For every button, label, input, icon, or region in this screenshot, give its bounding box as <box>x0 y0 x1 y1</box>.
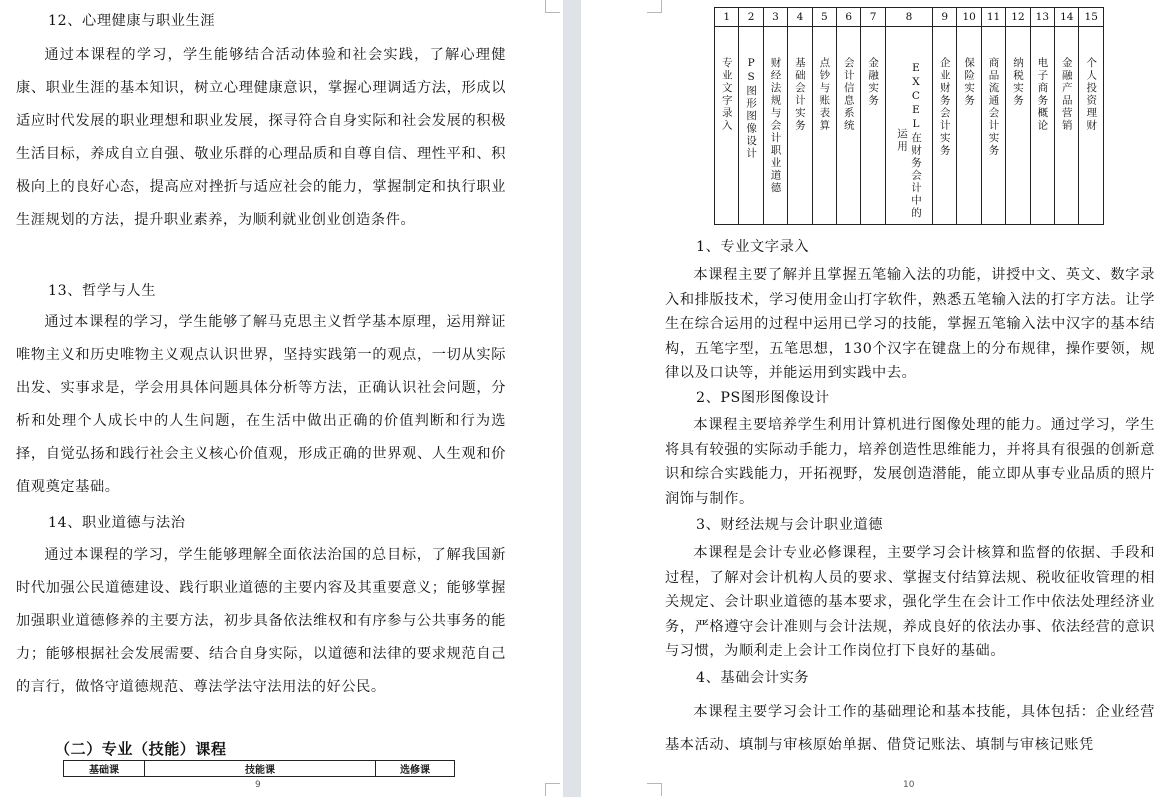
section-body-2: 本课程主要培养学生利用计算机进行图像处理的能力。通过学习，学生将具有较强的实际动手能力，培养创造性思维能力，并将具有很强的创新意识和综合实践能力，开拓视野，发展创造潜能，能立即从事专业品质的照片润饰与制作。 <box>665 417 1155 507</box>
crop-mark <box>647 783 662 796</box>
course-name-cell <box>739 27 763 225</box>
course-name: 会计信息系统 <box>842 57 855 132</box>
course-name: 电子商务概论 <box>1036 57 1049 132</box>
subsection-title: （二）专业（技能）课程 <box>55 740 227 758</box>
course-number-cell: 11 <box>981 8 1005 27</box>
course-name: 金融实务 <box>867 57 880 107</box>
course-number-cell: 2 <box>739 8 763 27</box>
course-name-cell <box>933 27 957 225</box>
course-number-cell: 9 <box>933 8 957 27</box>
crop-mark <box>545 0 560 13</box>
course-number-cell: 4 <box>788 8 812 27</box>
course-name-cell <box>812 27 836 225</box>
course-name: 个人投资理财 <box>1085 57 1098 132</box>
course-name-cell <box>981 27 1005 225</box>
course-table <box>714 7 1104 225</box>
course-number-cell: 14 <box>1055 8 1079 27</box>
course-number-cell: 3 <box>763 8 787 27</box>
course-name: 基础会计实务 <box>793 57 806 132</box>
course-name: 纳税实务 <box>1011 57 1024 107</box>
course-name: 点钞与账表算 <box>818 57 831 132</box>
course-name-cell <box>1055 27 1079 225</box>
course-name-cell <box>715 27 739 225</box>
course-name: 商品流通会计实务 <box>987 57 1000 157</box>
category-cell: 基础课 <box>64 761 145 777</box>
page-number: 10 <box>903 780 915 790</box>
page-number: 9 <box>255 780 261 790</box>
course-number-cell: 15 <box>1079 8 1104 27</box>
section-body-12: 通过本课程的学习，学生能够结合活动体验和社会实践，了解心理健康、职业生涯的基本知识，树立心理健康意识，掌握心理调适方法，形成以适应时代发展的职业理想和职业发展，探寻符合自身实际和社会发展的积极生活目标，养成自立自强、敬业乐群的心理品质和自尊自信、理性平和、积极向上的良好心态，提高应对挫折与适应社会的能力，掌握制定和执行职业生涯规划的方法，提升职业素养，为顺利就业创业创造条件。 <box>16 47 506 228</box>
course-name: 金融产品营销 <box>1060 57 1073 132</box>
course-number-cell: 12 <box>1006 8 1030 27</box>
course-number-cell: 5 <box>812 8 836 27</box>
category-cell: 技能课 <box>145 761 376 777</box>
course-name-cell <box>957 27 981 225</box>
course-name-cell <box>763 27 787 225</box>
category-cell: 选修课 <box>376 761 455 777</box>
course-number-cell: 6 <box>837 8 861 27</box>
crop-mark <box>545 783 560 796</box>
course-name: 财经法规与会计职业道德 <box>769 57 782 195</box>
course-number-cell: 13 <box>1030 8 1054 27</box>
document-page-9 <box>0 0 563 797</box>
section-body-13: 通过本课程的学习，学生能够了解马克思主义哲学基本原理，运用辩证唯物主义和历史唯物主义观点认识世界，坚持实践第一的观点，一切从实际出发、实事求是，学会用具体问题具体分析等方法，正确认识社会问题，分析和处理个人成长中的人生问题，在生活中做出正确的价值判断和行为选择，自觉弘扬和践行社会主义核心价值观，形成正确的世界观、人生观和价值观奠定基础。 <box>16 314 506 495</box>
course-name-cell <box>1006 27 1030 225</box>
course-name-cell <box>1030 27 1054 225</box>
course-name: EXCEL在财务会计中的运用 <box>895 61 922 220</box>
section-heading-14: 14、职业道德与法治 <box>48 515 186 531</box>
section-body-14: 通过本课程的学习，学生能够理解全面依法治国的总目标，了解我国新时代加强公民道德建设、践行职业道德的主要内容及其重要意义；能够掌握加强职业道德修养的主要方法，初步具备依法维权和有序参与公共事务的能力；能够根据社会发展需要、结合自身实际，以道德和法律的要求规范自己的言行，做恪守道德规范、尊法学法守法用法的好公民。 <box>16 547 506 695</box>
course-number-cell: 8 <box>885 8 932 27</box>
document-page-10 <box>581 0 1167 797</box>
course-name: 企业财务会计实务 <box>938 57 951 157</box>
section-heading-3: 3、财经法规与会计职业道德 <box>696 517 884 533</box>
section-body-3: 本课程是会计专业必修课程，主要学习会计核算和监督的依据、手段和过程，了解对会计机构人员的要求、掌握支付结算法规、税收征收管理的相关规定、会计职业道德的基本要求，强化学生在会计工作中依法处理经济业务，严格遵守会计准则与会计法规，养成良好的依法办事、依法经营的意识与习惯，为顺利走上会计工作岗位打下良好的基础。 <box>665 545 1155 660</box>
course-name: PS图形图像设计 <box>745 57 758 160</box>
course-number-cell: 7 <box>861 8 885 27</box>
course-number-cell: 10 <box>957 8 981 27</box>
category-table <box>63 760 455 777</box>
section-body-1: 本课程主要了解并且掌握五笔输入法的功能，讲授中文、英文、数字录入和排版技术，学习使用金山打字软件，熟悉五笔输入法的打字方法。让学生在综合运用的过程中运用已学习的技能，掌握五笔输入法中汉字的基本结构，五笔字型，五笔思想，130个汉字在键盘上的分布规律，操作要领，规律以及口诀等，并能运用到实践中去。 <box>665 267 1155 382</box>
course-name: 保险实务 <box>963 57 976 107</box>
section-heading-2: 2、PS图形图像设计 <box>696 390 830 406</box>
course-name-cell <box>837 27 861 225</box>
course-number-cell: 1 <box>715 8 739 27</box>
section-heading-1: 1、专业文字录入 <box>696 239 810 255</box>
course-name: 专业文字录入 <box>720 57 733 132</box>
course-name-cell <box>788 27 812 225</box>
course-name-cell <box>1079 27 1104 225</box>
crop-mark <box>647 0 662 13</box>
section-heading-13: 13、哲学与人生 <box>48 283 156 299</box>
course-name-cell <box>861 27 885 225</box>
section-body-4: 本课程主要学习会计工作的基础理论和基本技能，具体包括：企业经营基本活动、填制与审核原始单据、借贷记账法、填制与审核记账凭 <box>665 704 1155 753</box>
section-heading-12: 12、心理健康与职业生涯 <box>48 13 216 29</box>
section-heading-4: 4、基础会计实务 <box>696 670 810 686</box>
course-name-cell <box>885 27 932 225</box>
